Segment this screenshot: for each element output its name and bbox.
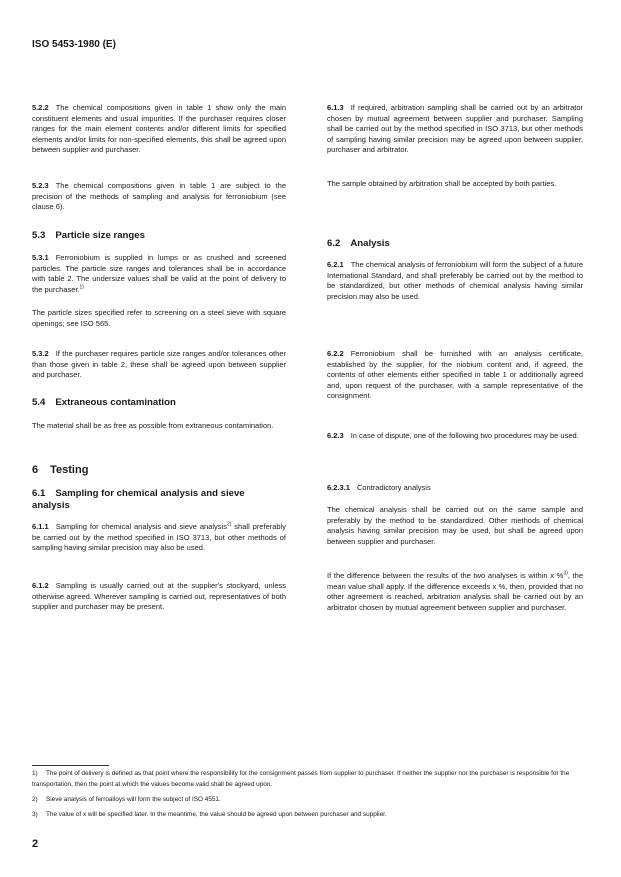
footnote-1 <box>32 769 584 790</box>
paragraph-text: , the mean value shall apply. If the difference exceeds x %, then, provided that no other agreement is reached, arbitration analysis shall be carried out by an arbitrator chosen by mutual agreement between supplier and purchaser. <box>327 571 583 612</box>
clause-6-2-1 <box>327 260 583 302</box>
heading-6-2-3-1 <box>327 483 583 494</box>
clause-text: The chemical compositions given in table 1 show only the main constituent elements and usual impurities. If the purchaser requires closer ranges for the main element contents and/or different limits for specified elements and/or limits for non-specified elements, this shall be agreed upon between supplier and purchaser. <box>32 103 286 155</box>
clause-5-2-2 <box>32 103 286 156</box>
paragraph-arbitration-sample: The sample obtained by arbitration shall be accepted by both parties. <box>327 179 557 188</box>
clause-text: The chemical compositions given in table 1 are subject to the precision of the methods of sampling and analysis for ferroniobium (see clause 6). <box>32 181 286 212</box>
heading-title: Extraneous contamination <box>55 397 176 408</box>
clause-number: 5.2.2 <box>32 103 49 112</box>
clause-6-1-2 <box>32 581 286 613</box>
clause-6-2-3 <box>327 431 583 442</box>
heading-5-3 <box>32 230 286 242</box>
clause-text: If the purchaser requires particle size ranges and/or tolerances other than those given in table 2, these shall be agreed upon between supplier and purchaser. <box>32 349 286 380</box>
footnote-text: The point of delivery is defined as that point where the responsibility for the consignment passes from supplier to purchaser. If neither the supplier nor the purchaser is responsible for the transportation, then the point at which the values become valid shall be agreed upon. <box>32 770 570 788</box>
paragraph-contradictory-analysis: The chemical analysis shall be carried out on the same sample and preferably by the method to be standardized. Other methods of chemical analysis having similar precision may be used, but shall be agreed upon between supplier and purchaser. <box>327 505 583 546</box>
footnote-ref[interactable]: 3) <box>563 570 568 577</box>
clause-text: Ferroniobium shall be furnished with an analysis certificate, established by the supplier, for the niobium content and, if agreed, the contents of other elements either specified in table 1 or additionally agreed and, upon request of the purchaser, with a sample representative of the consignment. <box>327 349 583 401</box>
paragraph-sieve: The particle sizes specified refer to screening on a steel sieve with square openings; see ISO 565. <box>32 308 286 328</box>
clause-number: 6.1.2 <box>32 581 49 590</box>
clause-number: 6.1.3 <box>327 103 344 112</box>
footnote-ref[interactable]: 2) <box>226 521 232 528</box>
clause-text: Ferroniobium is supplied in lumps or as crushed and screened particles. The particle size ranges and tolerances shall be in accordance with table 2. The undersize values shall be valid at the point of delivery to the purchaser. <box>32 253 286 294</box>
heading-number: 6.1 <box>32 488 46 499</box>
clause-number: 6.2.2 <box>327 349 344 358</box>
footnote-text: The value of x will be specified later. In the meantime, the value should be agreed upon between purchaser and supplier. <box>46 811 387 818</box>
clause-text: shall preferably be carried out by the method specified in ISO 3713, but other methods of sampling having similar precision may also be used. <box>32 522 286 553</box>
footnote-number: 3) <box>32 811 38 818</box>
clause-text: Sampling for chemical analysis and sieve analysis <box>55 522 227 531</box>
clause-number: 6.1.1 <box>32 522 49 531</box>
clause-6-2-2 <box>327 349 583 402</box>
clause-number: 5.2.3 <box>32 181 49 190</box>
document-header: ISO 5453-1980 (E) <box>32 39 116 50</box>
clause-6-1-3 <box>327 103 583 156</box>
page-number: 2 <box>32 838 39 850</box>
footnote-3 <box>32 810 584 821</box>
clause-5-3-1 <box>32 253 286 295</box>
clause-number: 6.2.1 <box>327 260 344 269</box>
heading-number: 6.2 <box>327 238 341 249</box>
clause-number: 5.3.2 <box>32 349 49 358</box>
clause-text: In case of dispute, one of the following two procedures may be used. <box>350 431 579 440</box>
footnote-ref[interactable]: 1) <box>79 284 84 291</box>
footnote-number: 2) <box>32 796 38 803</box>
heading-title: Sampling for chemical analysis and sieve analysis <box>32 488 245 511</box>
paragraph-contamination: The material shall be as free as possible from extraneous contamination. <box>32 421 274 430</box>
clause-number: 5.3.1 <box>32 253 49 262</box>
heading-number: 6.2.3.1 <box>327 483 350 492</box>
heading-6-1 <box>32 488 262 512</box>
heading-title: Testing <box>50 464 89 476</box>
footnote-number: 1) <box>32 770 38 777</box>
footnote-text: Sieve analysis of ferroalloys will form the subject of ISO 4551. <box>46 796 221 803</box>
footnote-divider <box>32 765 109 766</box>
heading-title: Particle size ranges <box>55 230 145 241</box>
paragraph-difference <box>327 571 583 613</box>
paragraph-text: If the difference between the results of the two analyses is within x % <box>327 571 564 580</box>
footnote-2 <box>32 795 584 806</box>
heading-title: Analysis <box>350 238 390 249</box>
heading-number: 5.4 <box>32 397 46 408</box>
heading-5-4 <box>32 397 286 409</box>
clause-text: The chemical analysis of ferroniobium will form the subject of a future International Standard, and shall preferably be carried out by the method to be standardized, but other methods of chemical analysis having similar precision may also be used. <box>327 260 583 301</box>
heading-number: 6 <box>32 464 39 476</box>
clause-text: Sampling is usually carried out at the supplier's stockyard, unless otherwise agreed. Wherever sampling is carried out, representatives of both supplier and purchaser may be present. <box>32 581 286 612</box>
clause-number: 6.2.3 <box>327 431 344 440</box>
clause-text: If required, arbitration sampling shall be carried out by an arbitrator chosen by mutual agreement between supplier and purchaser. Sampling shall be carried out by the method specified in ISO 3713, but other methods of sampling having similar precision may be agreed upon between supplier, purchaser and arbitrator. <box>327 103 583 155</box>
heading-6 <box>32 464 286 476</box>
heading-6-2 <box>327 238 583 250</box>
clause-6-1-1 <box>32 522 286 554</box>
clause-5-3-2 <box>32 349 286 381</box>
heading-title: Contradictory analysis <box>356 483 431 492</box>
heading-number: 5.3 <box>32 230 46 241</box>
clause-5-2-3 <box>32 181 286 213</box>
